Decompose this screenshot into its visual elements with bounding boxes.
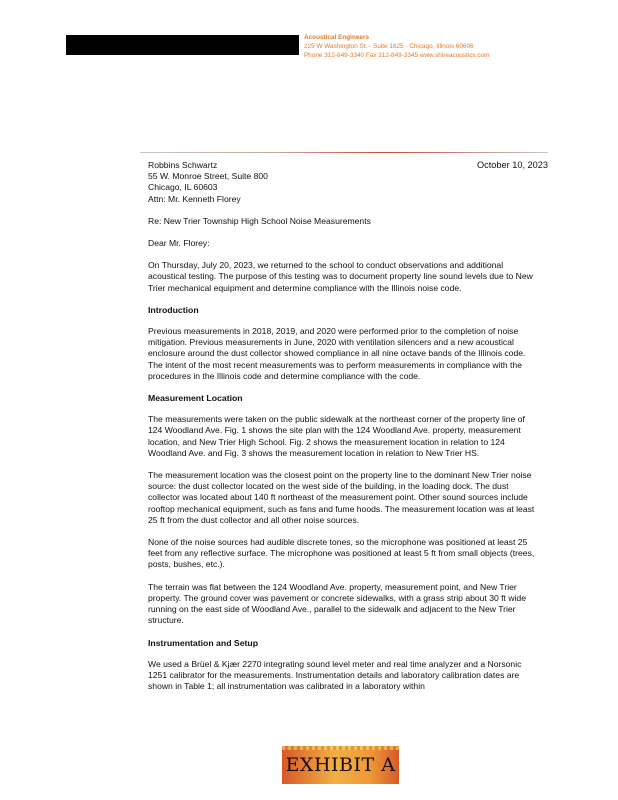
measurement-location-paragraph-2: The measurement location was the closest point on the property line to the dominant New Trier noise source: the dust collector located on the west side of the building, in the loading dock. The dust collector was located about 140 ft northeast of the measurement point. Other sound sources include rooftop mechanical equipment, such as fans and fume hoods. The measurement location was at least 25 ft from the dust collector and all other noise sources.: [148, 470, 535, 525]
intro-paragraph: On Thursday, July 20, 2023, we returned to the school to conduct observations and additional acoustical testing. The purpose of this testing was to document property line sound levels due to New Trier mechanical equipment and determine compliance with the Illinois noise code.: [148, 260, 533, 293]
measurement-location-paragraph-1: The measurements were taken on the public sidewalk at the northeast corner of the property line of 124 Woodland Ave. Fig. 1 shows the site plan with the 124 Woodland Ave. property, measurement location, and New Trier High School. Fig. 2 shows the measurement location in relation to 124 Woodland Ave. and Fig. 3 shows the measurement location in relation to New Trier HS.: [148, 414, 525, 458]
recipient-line-3: Chicago, IL 60603: [148, 182, 218, 193]
measurement-location-heading: Measurement Location: [148, 393, 243, 404]
letterhead: [304, 33, 489, 60]
measurement-location-paragraph-4: The terrain was flat between the 124 Woodland Ave. property, measurement point, and New Trier property. The ground cover was pavement or concrete sidewalks, with a grass strip about 30 ft wide running on the east side of Woodland Ave., parallel to the sidewalk and adjacent to the New Trier structure.: [148, 581, 526, 626]
firm-contact: Phone 312-849-3340 Fax 312-849-3345 www.shireacoustics.com: [304, 52, 490, 59]
recipient-line-1: Robbins Schwartz: [148, 160, 218, 170]
exhibit-label: EXHIBIT A: [285, 754, 396, 776]
instrumentation-heading: Instrumentation and Setup: [148, 637, 259, 648]
header-divider: [140, 152, 548, 153]
attn-line: Attn: Mr. Kenneth Florey: [148, 193, 241, 204]
salutation: Dear Mr. Florey:: [148, 238, 210, 249]
instrumentation-paragraph: We used a Brüel & Kjær 2270 integrating sound level meter and real time analyzer and a Norsonic 1251 calibrator for the measurements. Instrumentation details and laboratory calibration dates are shown in Table 1; all instrumentation was calibrated in a laboratory within: [148, 658, 522, 692]
introduction-paragraph: Previous measurements in 2018, 2019, and 2020 were performed prior to the completion of noise mitigation. Previous measurements in June, 2020 with ventilation silencers and a new acoustical enclosure around the dust collector showed compliance in all nine octave bands of the Illinois code. The intent of the most recent measurements was to perform measurements in compliance with the procedures in the Illinois code and determine compliance with the code.: [148, 326, 526, 381]
re-line: Re: New Trier Township High School Noise Measurements: [148, 215, 371, 226]
recipient-address: [148, 160, 540, 194]
redaction-bar: [66, 35, 299, 55]
exhibit-stamp: [282, 746, 399, 784]
firm-address: 225 W Washington St. · Suite 1625 · Chicago, Illinois 60606: [304, 43, 474, 50]
firm-name: Acoustical Engineers: [304, 34, 369, 41]
introduction-heading: Introduction: [148, 304, 199, 315]
recipient-line-2: 55 W. Monroe Street, Suite 800: [148, 171, 268, 182]
letter-date: October 10, 2023: [477, 160, 548, 170]
letter-body: [148, 160, 540, 703]
measurement-location-paragraph-3: None of the noise sources had audible discrete tones, so the microphone was positioned at least 25 feet from any reflective surface. The microphone was positioned at least 5 ft from small objects (trees, posts, bushes, etc.).: [148, 537, 535, 570]
